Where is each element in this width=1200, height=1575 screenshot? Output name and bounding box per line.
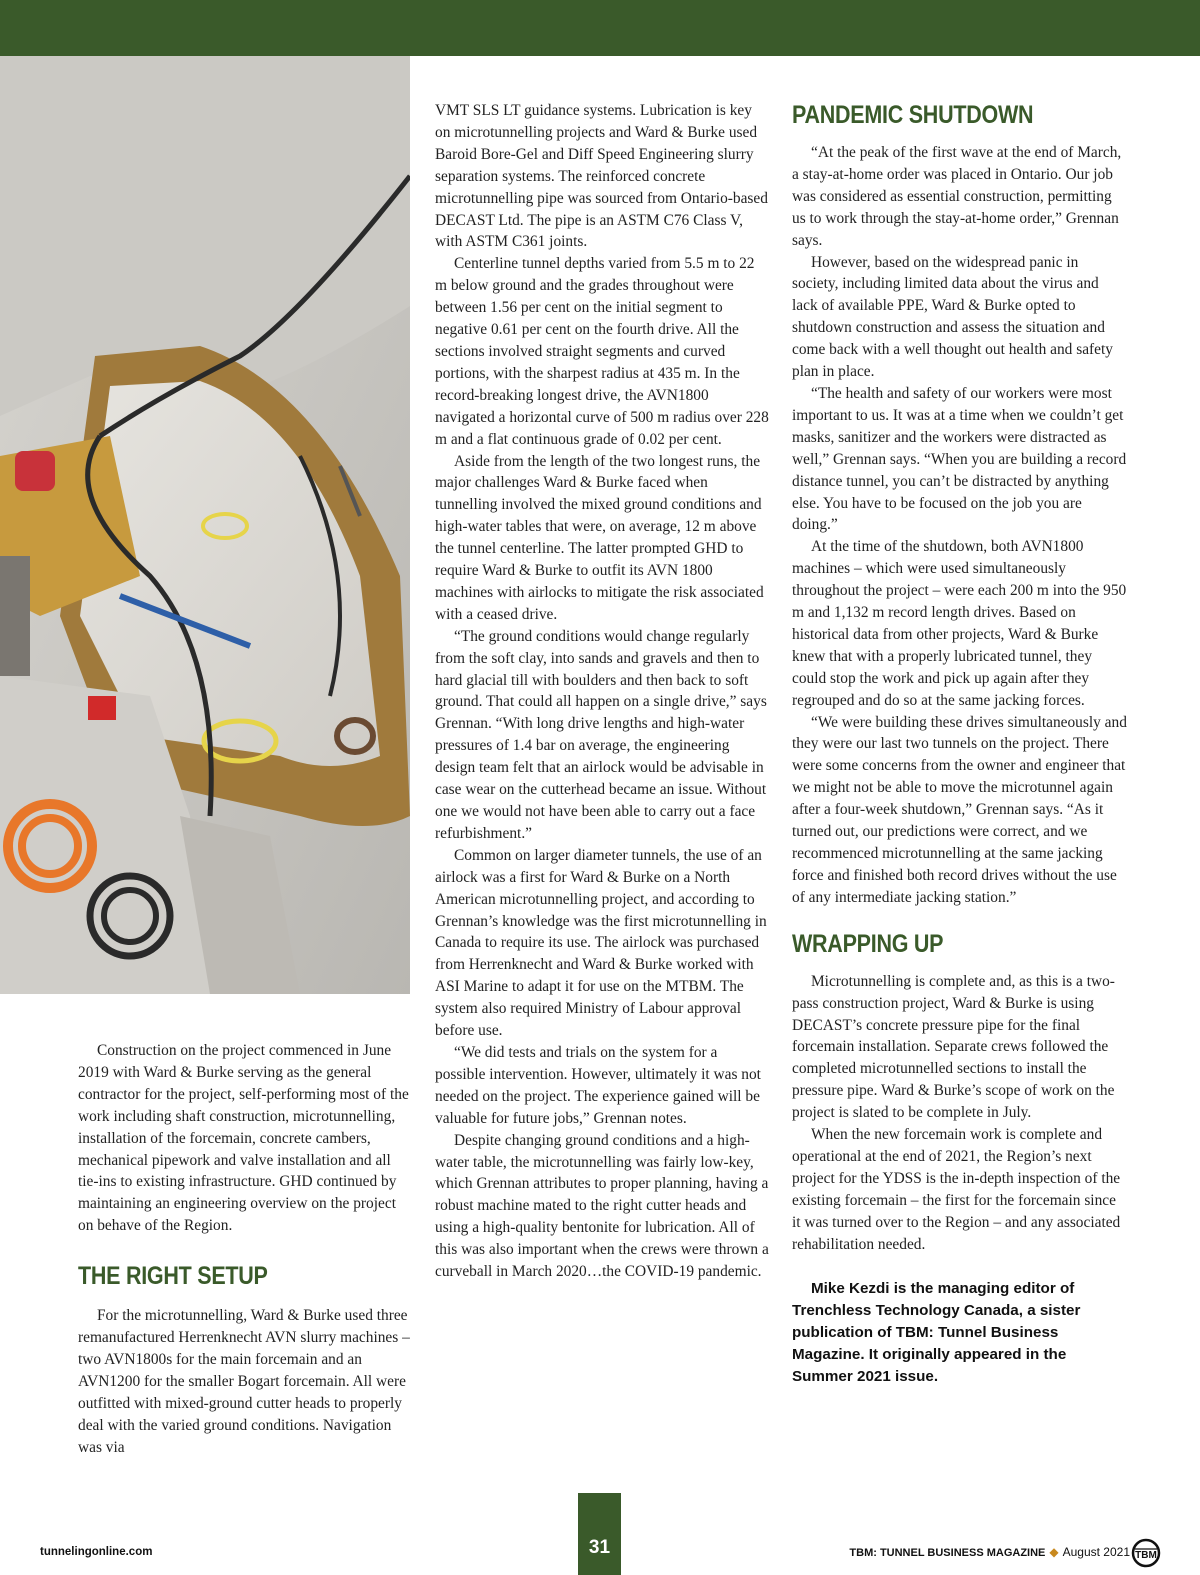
body-paragraph: “The health and safety of our workers were most important to us. It was at a time when we couldn’t get masks, sanitizer and the workers were distracted as well,” Grennan says. “When you are building a record distance tunnel, you can’t be distracted by anything else. You have to be focused on the job you are doing.” (792, 384, 1127, 534)
body-paragraph: Despite changing ground conditions and a high-water table, the microtunnelling was fairly low-key, which Grennan attributes to proper planning, having a robust machine mated to the right cutter heads and using a high-quality bentonite for lubrication. All of this was also important when the crews were thrown a curveball in March 2020…the COVID-19 pandemic. (435, 1131, 769, 1281)
page-number-box (578, 1493, 621, 1575)
body-paragraph: At the time of the shutdown, both AVN1800 machines – which were used simultaneously throughout the project – were each 200 m into the 950 m and 1,132 m record length drives. Based on historical data from other projects, Ward & Burke knew that with a properly lubricated tunnel, they could stop the work and pick up again after they regrouped and do so at the same jacking forces. (792, 538, 1127, 709)
section-heading-wrapping-up: WRAPPING UP (792, 929, 944, 958)
top-color-band (0, 0, 1200, 56)
body-paragraph: However, based on the widespread panic in society, including limited data about the virus and lack of available PPE, Ward & Burke opted to shutdown construction and assess the situation and come back with a well thought out health and safety plan in place. (792, 253, 1113, 381)
footer-publication (849, 1545, 1130, 1559)
body-paragraph: Microtunnelling is complete and, as this is a two-pass construction project, Ward & Burke is using DECAST’s concrete pressure pipe for the final forcemain installation. Separate crews followed the completed microtunnelled sections to install the pressure pipe. Ward & Burke’s scope of work on the project is slated to be complete in July. (792, 972, 1115, 1122)
body-paragraph: Common on larger diameter tunnels, the use of an airlock was a first for Ward & Burke on a North American microtunnelling project, and according to Grennan’s knowledge was the first microtunnelling in Canada to require its use. The airlock was purchased from Herrenknecht and Ward & Burke worked with ASI Marine to adapt it for use on the MTBM. The system also required Ministry of Labour approval before use. (435, 846, 767, 1040)
body-paragraph: “We were building these drives simultaneously and they were our last two tunnels on the project. There were some concerns from the owner and engineer that we might not be able to move the microtunnel again after a four-week shutdown,” Grennan says. “As it turned out, our predictions were correct, and we recommenced microtunnelling at the same jacking force and finished both record drives without the use of any intermediate jacking station.” (792, 713, 1127, 906)
body-paragraph: Construction on the project commenced in June 2019 with Ward & Burke serving as the general contractor for the project, self-performing most of the work including shaft construction, microtunnelling, installation of the forcemain, concrete cambers, mechanical pipework and valve installation and all tie-ins to existing infrastructure. GHD continued by maintaining an engineering overview on the project on behave of the Region. (78, 1042, 409, 1235)
construction-shaft-photo (0, 56, 410, 994)
author-bio: Mike Kezdi is the managing editor of Trenchless Technology Canada, a sister publication of TBM: Tunnel Business Magazine. It originally appeared in the Summer 2021 issue. (792, 1279, 1081, 1385)
body-paragraph: “At the peak of the first wave at the end of March, a stay-at-home order was placed in Ontario. Our job was considered as essential construction, permitting us to work through the stay-at-home order,” Grennan says. (792, 144, 1122, 249)
body-paragraph: “The ground conditions would change regularly from the soft clay, into sands and gravels and then to hard glacial till with boulders and then back to soft ground. That could all happen on a single drive,” says Grennan. “With long drive lengths and high-water pressures of 1.4 bar on average, the engineering design team felt that an airlock would be advisable in case wear on the cutterhead became an issue. Without one we would not have been able to carry out a face refurbishment.” (435, 627, 767, 842)
right-column (792, 100, 1128, 1388)
issue-date: August 2021 (1062, 1545, 1130, 1559)
body-paragraph: VMT SLS LT guidance systems. Lubrication is key on microtunnelling projects and Ward & Burke used Baroid Bore-Gel and Diff Speed Engineering slurry separation systems. The reinforced concrete microtunnelling pipe was sourced from Ontario-based DECAST Ltd. The pipe is an ASTM C76 Class V, with ASTM C361 joints. (435, 102, 768, 251)
body-paragraph: Centerline tunnel depths varied from 5.5 m to 22 m below ground and the grades throughout were between 1.56 per cent on the initial segment to negative 0.61 per cent on the fourth drive. All the sections involved straight segments and curved portions, with the sharpest radius at 435 m. In the record-breaking longest drive, the AVN1800 navigated a horizontal curve of 500 m radius over 228 m and a flat continuous grade of 0.02 per cent. (435, 255, 769, 448)
footer-website: tunnelingonline.com (40, 1546, 153, 1558)
magazine-name: TBM: TUNNEL BUSINESS MAGAZINE (849, 1547, 1046, 1559)
body-paragraph: Aside from the length of the two longest runs, the major challenges Ward & Burke faced when tunnelling involved the mixed ground conditions and high-water tables that were, on average, 12 m above the tunnel centerline. The latter prompted GHD to require Ward & Burke to outfit its AVN 1800 machines with airlocks to mitigate the risk associated with a ceased drive. (435, 452, 764, 623)
diamond-separator-icon: ◆ (1049, 1545, 1059, 1559)
left-column (78, 1040, 412, 1459)
body-paragraph: For the microtunnelling, Ward & Burke used three remanufactured Herrenknecht AVN slurry machines – two AVN1800s for the main forcemain and an AVN1200 for the smaller Bogart forcemain. All were outfitted with mixed-ground cutter heads to properly deal with the varied ground conditions. Navigation was via (78, 1307, 410, 1456)
body-paragraph: “We did tests and trials on the system for a possible intervention. However, ultimately it was not needed on the project. The experience gained will be valuable for future jobs,” Grennan notes. (435, 1043, 761, 1127)
logo-text: TBM (1135, 1550, 1157, 1561)
section-heading-right-setup: THE RIGHT SETUP (78, 1262, 268, 1291)
page-number: 31 (588, 1537, 611, 1558)
tbm-logo-icon (1131, 1538, 1161, 1568)
photo-illustration (0, 56, 410, 994)
body-paragraph: When the new forcemain work is complete and operational at the end of 2021, the Region’s next project for the YDSS is the in-depth inspection of the existing forcemain – the first for the forcemain since it was turned over to the Region – and any associated rehabilitation needed. (792, 1126, 1121, 1253)
section-heading-pandemic-shutdown: PANDEMIC SHUTDOWN (792, 101, 1034, 129)
middle-column (435, 100, 770, 1283)
